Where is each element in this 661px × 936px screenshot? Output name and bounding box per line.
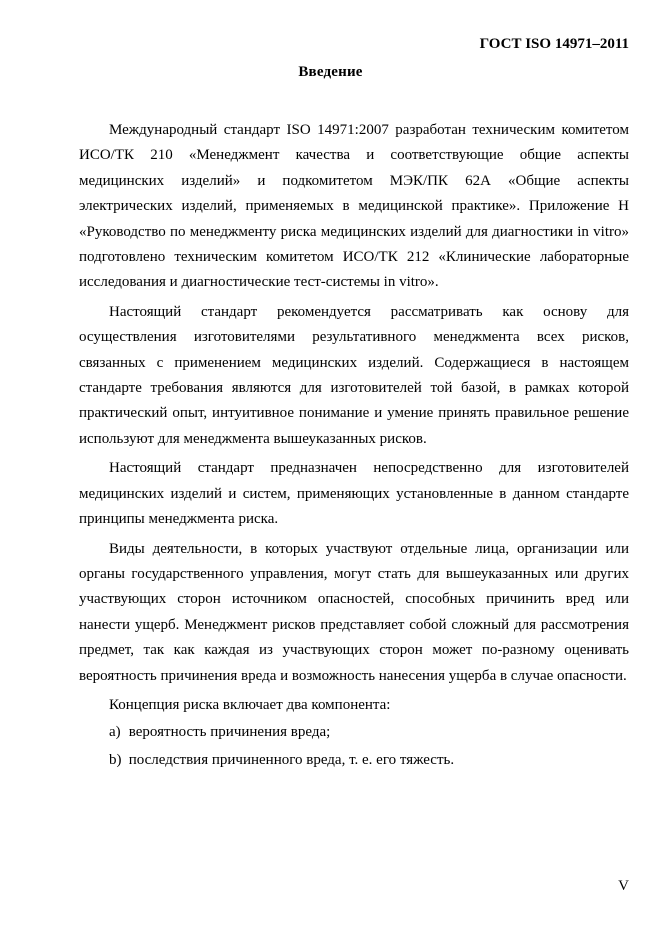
list-item-a [79, 720, 629, 745]
body-text [79, 118, 629, 775]
list-item-text: вероятность причинения вреда; [128, 724, 331, 741]
paragraph-4: Виды деятельности, в которых участвуют отдельные лица, организации или органы государственного управления, могут стать для вышеуказанных или других участвующих сторон источником опасностей, способных причинить вред или нанести ущерб. Менеджмент рисков представляет собой сложный для рассмотрения предмет, так как каждая из участвующих сторон может по-разному оценивать вероятность причинения вреда и возможность нанесения ущерба в случае опасности. [79, 540, 629, 684]
list-item-b [79, 748, 629, 773]
document-code: ГОСТ ISO 14971–2011 [479, 36, 629, 52]
list-marker: b) [109, 751, 122, 768]
list-intro: Концепция риска включает два компонента: [109, 696, 391, 713]
section-title: Введение [298, 64, 363, 80]
paragraph-2: Настоящий стандарт рекомендуется рассматривать как основу для осуществления изготовителями результативного менеджмента всех рисков, связанных с применением медицинских изделий. Содержащиеся в настоящем стандарте требования являются для изготовителей той базой, в рамках которой практический опыт, интуитивное понимание и умение принять правильное решение используют для менеджмента вышеуказанных рисков. [79, 303, 629, 447]
paragraph-1: Международный стандарт ISO 14971:2007 разработан техническим комитетом ИСО/ТК 210 «Менеджмент качества и соответствующие общие аспекты медицинских изделий» и подкомитетом МЭК/ПК 62А «Общие аспекты электрических изделий, применяемых в медицинской практике». Приложение Н «Руководство по менеджменту риска медицинских изделий для диагностики in vitro» подготовлено техническим комитетом ИСО/ТК 212 «Клинические лабораторные исследования и диагностические тест-системы in vitro». [79, 122, 629, 291]
paragraph-3: Настоящий стандарт предназначен непосредственно для изготовителей медицинских изделий и систем, применяющих установленные в данном стандарте принципы менеджмента риска. [79, 460, 629, 528]
list-marker: a) [109, 724, 121, 741]
list-item-text: последствия причиненного вреда, т. е. его тяжесть. [128, 751, 455, 768]
page-number: V [618, 878, 629, 894]
